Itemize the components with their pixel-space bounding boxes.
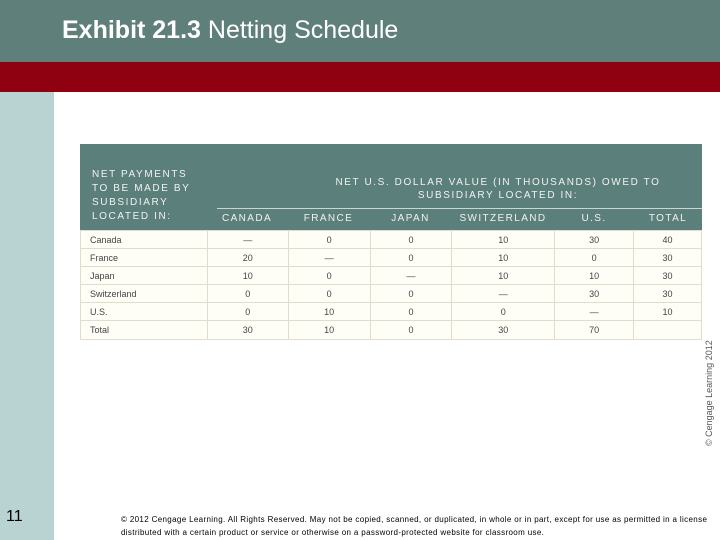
copyright-footer: © 2012 Cengage Learning. All Rights Reserved. May not be copied, scanned, or duplicated, in whole or in part, except for use as permitted in a license distributed with a certain product or service or otherwise on a password-protected website for classroom use. (121, 515, 708, 537)
table-cell: 30 (555, 231, 634, 249)
table-cell: 0 (370, 303, 452, 321)
table-cell: 0 (288, 267, 370, 285)
table-cell: 10 (288, 321, 370, 339)
slide-title-bold: Exhibit 21.3 (62, 16, 201, 44)
table-cell: 40 (634, 231, 702, 249)
side-panel (0, 92, 54, 540)
table-cell: 0 (370, 285, 452, 303)
table-row (81, 249, 702, 267)
column-header-switzerland: SWITZERLAND (459, 213, 547, 224)
table-cell: 0 (555, 249, 634, 267)
row-header-line: SUBSIDIARY (92, 197, 169, 208)
column-group-label (298, 176, 698, 202)
table-cell: 70 (555, 321, 634, 339)
slide-title (62, 16, 398, 45)
table-cell: 0 (370, 321, 452, 339)
table-cell: — (555, 303, 634, 321)
table-cell: 30 (207, 321, 288, 339)
table-cell: 10 (452, 231, 555, 249)
column-header-us: U.S. (581, 213, 607, 224)
table-cell: 30 (634, 267, 702, 285)
column-group-line: NET U.S. DOLLAR VALUE (IN THOUSANDS) OWED TO (335, 177, 661, 188)
table-cell: 0 (370, 231, 452, 249)
table-cell: 20 (207, 249, 288, 267)
column-header-japan: JAPAN (391, 213, 430, 224)
table-row (81, 321, 702, 339)
table-cell: 30 (452, 321, 555, 339)
table-cell (634, 321, 702, 339)
column-header-canada: CANADA (221, 213, 273, 224)
table-cell: 0 (207, 285, 288, 303)
row-label: Switzerland (81, 285, 208, 303)
netting-schedule-table (80, 144, 702, 342)
header-divider (217, 208, 702, 209)
table-header (80, 144, 702, 230)
table-cell: 30 (634, 249, 702, 267)
table-cell: 10 (452, 267, 555, 285)
table-cell: 30 (555, 285, 634, 303)
table-cell: 0 (288, 231, 370, 249)
row-label: Japan (81, 267, 208, 285)
side-credit (703, 340, 717, 460)
table-cell: — (207, 231, 288, 249)
table-row (81, 231, 702, 249)
table-cell: 10 (634, 303, 702, 321)
table-cell: — (370, 267, 452, 285)
title-bar (0, 0, 720, 62)
row-label: France (81, 249, 208, 267)
table-cell: 10 (555, 267, 634, 285)
table-cell: 10 (452, 249, 555, 267)
side-credit-text: © Cengage Learning 2012 (704, 340, 714, 446)
column-header-france: FRANCE (303, 213, 354, 224)
table-cell: 0 (452, 303, 555, 321)
table-cell: — (288, 249, 370, 267)
table-cell: 0 (370, 249, 452, 267)
table-cell: 30 (634, 285, 702, 303)
slide-title-rest: Netting Schedule (207, 16, 399, 44)
table-cell: 10 (288, 303, 370, 321)
row-header-label (92, 168, 190, 224)
table-row (81, 303, 702, 321)
row-header-line: NET PAYMENTS (92, 169, 188, 180)
row-label: Total (81, 321, 208, 339)
table-cell: 10 (207, 267, 288, 285)
column-group-line: SUBSIDIARY LOCATED IN: (417, 190, 579, 201)
accent-bar (0, 62, 720, 92)
row-header-line: LOCATED IN: (92, 211, 172, 222)
column-header-total: TOTAL (648, 213, 688, 224)
table-cell: — (452, 285, 555, 303)
row-header-line: TO BE MADE BY (92, 183, 191, 194)
row-label: Canada (81, 231, 208, 249)
slide-number: 11 (6, 508, 23, 525)
row-label: U.S. (81, 303, 208, 321)
table-body (80, 230, 702, 340)
table-cell: 0 (288, 285, 370, 303)
table-row (81, 285, 702, 303)
table-cell: 0 (207, 303, 288, 321)
table-row (81, 267, 702, 285)
